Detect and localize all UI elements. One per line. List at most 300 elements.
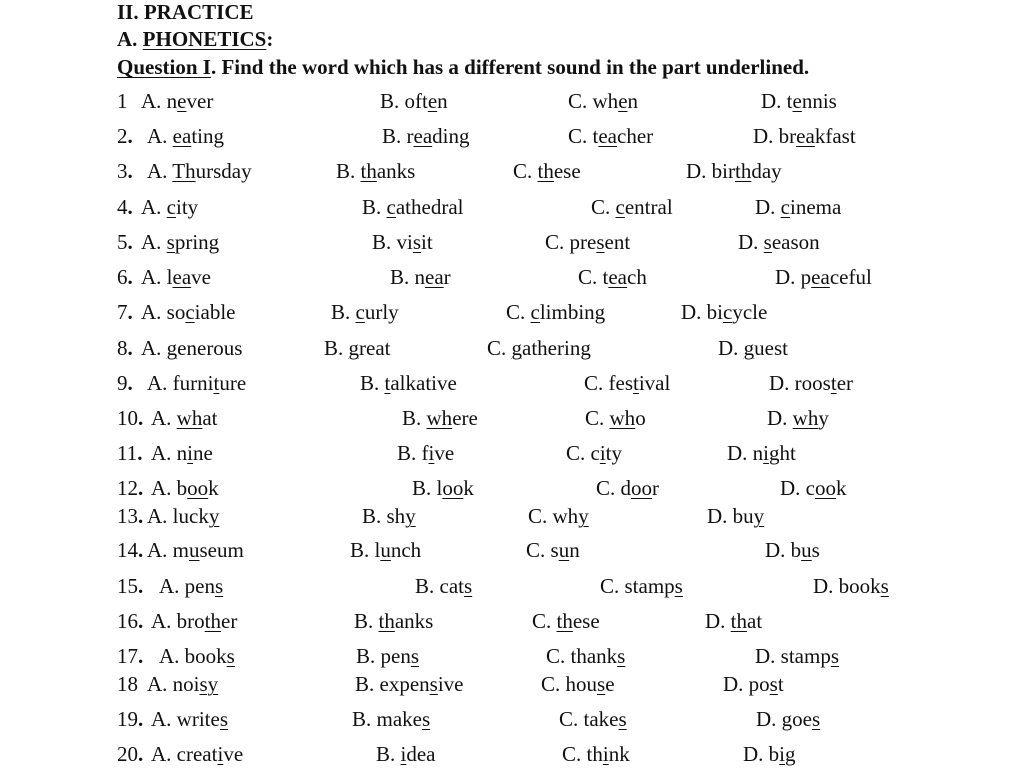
option-text-after: kfast: [814, 124, 856, 148]
underlined-part: e: [177, 89, 187, 113]
option-text-before: D. po: [723, 672, 770, 696]
option-text-before: A. pen: [159, 574, 215, 598]
option-text-before: D. n: [727, 441, 764, 465]
option-text-before: D. book: [813, 574, 881, 598]
option-text-after: ese: [553, 159, 581, 183]
underlined-part: s: [830, 644, 840, 668]
underlined-part: th: [204, 609, 222, 633]
option-text-after: ive: [437, 672, 464, 696]
question-item: [0, 300, 1024, 326]
underlined-part: wh: [792, 406, 819, 430]
underlined-part: oo: [187, 476, 209, 500]
item-number-dot: .: [127, 159, 133, 183]
option-text-before: B. expen: [355, 672, 430, 696]
option-b: [352, 707, 430, 732]
option-text-before: A. l: [141, 265, 173, 289]
option-d: [755, 195, 841, 220]
option-text-after: dea: [406, 742, 436, 766]
option-a: [151, 441, 213, 466]
option-text-before: A.: [141, 230, 167, 254]
underlined-part: s: [597, 672, 606, 696]
option-d: [756, 707, 820, 732]
underlined-part: s: [226, 644, 235, 668]
underlined-part: t: [384, 371, 391, 395]
option-c: [559, 707, 627, 732]
option-text-after: r: [652, 476, 660, 500]
item-number-value: 16: [117, 609, 138, 633]
option-text-before: D. bir: [686, 159, 735, 183]
item-number: [117, 441, 142, 466]
item-number-value: 20: [117, 742, 138, 766]
item-number-dot: .: [127, 265, 133, 289]
underlined-part: ea: [172, 124, 192, 148]
option-text-before: A. luck: [147, 504, 209, 528]
option-text-before: B.: [402, 406, 427, 430]
option-text-after: at: [747, 609, 763, 633]
option-b: [380, 89, 448, 114]
subsection-suffix: :: [266, 27, 274, 51]
item-number-value: 10: [117, 406, 138, 430]
option-text-after: ve: [434, 441, 455, 465]
item-number: [117, 504, 143, 529]
underlined-part: i: [217, 742, 224, 766]
underlined-part: t: [830, 371, 837, 395]
option-text-before: B. l: [350, 538, 381, 562]
underlined-part: e: [618, 89, 628, 113]
option-text-after: n: [437, 89, 448, 113]
underlined-part: s: [219, 707, 229, 731]
underlined-part: c: [355, 300, 365, 324]
item-number-value: 13: [117, 504, 138, 528]
item-number: [117, 371, 133, 396]
option-d: [738, 230, 820, 255]
underlined-part: i: [779, 742, 786, 766]
underlined-part: t: [213, 371, 220, 395]
underlined-part: c: [185, 300, 195, 324]
option-text-after: anks: [376, 159, 416, 183]
option-d: [718, 336, 788, 361]
item-number-dot: .: [137, 441, 143, 465]
option-text-before: C.: [506, 300, 531, 324]
item-number: [117, 742, 143, 767]
option-d: [705, 609, 762, 634]
question-item: [0, 89, 1024, 115]
underlined-part: sy: [199, 672, 219, 696]
question-item: [0, 538, 1024, 564]
question-item: [0, 230, 1024, 256]
underlined-part: ea: [413, 124, 433, 148]
underlined-part: oo: [815, 476, 836, 500]
underlined-part: th: [556, 609, 573, 633]
option-c: [506, 300, 605, 325]
option-b: [382, 124, 470, 149]
item-number: [117, 89, 128, 114]
item-number-value: 5: [117, 230, 128, 254]
underlined-part: s: [412, 230, 422, 254]
underlined-part: s: [617, 644, 626, 668]
option-text-before: A. book: [159, 644, 227, 668]
underlined-part: s: [812, 707, 821, 731]
option-b: [356, 644, 419, 669]
option-a: [151, 609, 237, 634]
option-text-after: ve: [191, 265, 211, 289]
option-text-before: C. thank: [546, 644, 618, 668]
underlined-part: u: [558, 538, 570, 562]
underlined-part: c: [615, 195, 625, 219]
option-d: [775, 265, 872, 290]
option-b: [372, 230, 433, 255]
item-number-value: 15: [117, 574, 138, 598]
option-text-after: alkative: [390, 371, 457, 395]
item-number-dot: .: [138, 476, 144, 500]
item-number-dot: .: [138, 574, 144, 598]
option-a: [151, 742, 243, 767]
item-number: [117, 538, 143, 563]
option-d: [681, 300, 767, 325]
underlined-part: ea: [608, 265, 627, 289]
option-text-before: B.: [360, 371, 385, 395]
item-number-value: 3: [117, 159, 128, 183]
option-text-before: D.: [755, 195, 781, 219]
option-text-before: A. bro: [151, 609, 205, 633]
question-item: [0, 124, 1024, 150]
underlined-part: wh: [426, 406, 453, 430]
option-text-after: k: [836, 476, 847, 500]
item-number-dot: .: [127, 230, 133, 254]
underlined-part: g: [511, 336, 523, 360]
option-text-before: B. n: [390, 265, 426, 289]
question-item: [0, 265, 1024, 291]
option-text-before: B.: [331, 300, 356, 324]
option-text-after: iable: [194, 300, 236, 324]
option-a: [141, 230, 219, 255]
option-text-after: ty: [605, 441, 623, 465]
option-text-after: limbing: [539, 300, 606, 324]
option-text-before: B. oft: [380, 89, 428, 113]
option-c: [585, 406, 646, 431]
option-b: [336, 159, 415, 184]
option-text-after: ne: [193, 441, 213, 465]
option-text-before: C. t: [568, 124, 599, 148]
option-d: [769, 371, 853, 396]
underlined-part: th: [360, 159, 377, 183]
item-number: [117, 672, 138, 697]
underlined-part: i: [763, 441, 770, 465]
option-b: [390, 265, 451, 290]
option-text-before: D.: [705, 609, 731, 633]
option-a: [151, 476, 219, 501]
option-text-before: A. so: [141, 300, 186, 324]
item-number-value: 9: [117, 371, 128, 395]
subsection-prefix: A.: [117, 27, 143, 51]
item-number-value: 18: [117, 672, 138, 696]
option-text-before: C. c: [566, 441, 600, 465]
option-d: [780, 476, 847, 501]
underlined-part: s: [763, 230, 772, 254]
underlined-part: u: [380, 538, 391, 562]
option-d: [707, 504, 764, 529]
question-label: Question I: [117, 55, 211, 79]
underlined-part: i: [187, 441, 194, 465]
underlined-part: th: [378, 609, 395, 633]
option-text-before: B. pen: [356, 644, 411, 668]
option-text-before: A. b: [151, 476, 188, 500]
option-text-after: ure: [219, 371, 247, 395]
option-a: [151, 406, 218, 431]
item-number: [117, 195, 133, 220]
option-d: [767, 406, 829, 431]
option-text-after: athedral: [395, 195, 464, 219]
option-a: [159, 644, 235, 669]
option-text-after: nnis: [801, 89, 837, 113]
underlined-part: i: [400, 742, 407, 766]
option-a: [147, 124, 224, 149]
underlined-part: c: [723, 300, 733, 324]
option-a: [141, 300, 235, 325]
question-item: [0, 504, 1024, 530]
underlined-part: Th: [172, 159, 196, 183]
option-text-before: D.: [738, 230, 764, 254]
underlined-part: e: [427, 89, 438, 113]
question-item: [0, 476, 1024, 502]
option-text-after: ival: [638, 371, 671, 395]
option-d: [753, 124, 856, 149]
item-number: [117, 124, 133, 149]
option-text-before: D. goe: [756, 707, 812, 731]
option-text-after: enerous: [177, 336, 243, 360]
option-a: [147, 504, 219, 529]
option-text-before: B.: [362, 195, 387, 219]
item-number: [117, 300, 133, 325]
question-item: [0, 336, 1024, 362]
option-text-after: nch: [390, 538, 422, 562]
underlined-part: e: [792, 89, 802, 113]
option-text-before: C. hou: [541, 672, 598, 696]
option-b: [350, 538, 421, 563]
option-text-after: ding: [432, 124, 470, 148]
item-number-value: 19: [117, 707, 138, 731]
option-d: [727, 441, 796, 466]
item-number-value: 17: [117, 644, 138, 668]
underlined-part: s: [769, 672, 778, 696]
question-item: [0, 672, 1024, 698]
option-text-before: C. pre: [545, 230, 597, 254]
option-text-before: B.: [354, 609, 379, 633]
underlined-part: oo: [631, 476, 653, 500]
option-text-before: C. s: [526, 538, 559, 562]
item-number: [117, 609, 143, 634]
underlined-part: th: [537, 159, 554, 183]
option-text-after: n: [627, 89, 639, 113]
option-c: [568, 89, 638, 114]
underlined-part: y: [405, 504, 416, 528]
option-text-after: r: [443, 265, 451, 289]
item-number-dot: .: [127, 124, 133, 148]
option-text-after: eason: [771, 230, 820, 254]
option-b: [415, 574, 472, 599]
option-text-before: D. t: [761, 89, 793, 113]
item-number-value: 8: [117, 336, 128, 360]
option-c: [526, 538, 580, 563]
option-text-after: inema: [790, 195, 842, 219]
option-text-after: anks: [394, 609, 434, 633]
option-text-after: ere: [452, 406, 478, 430]
underlined-part: s: [618, 707, 627, 731]
option-text-before: A. noi: [147, 672, 200, 696]
option-text-after: pring: [174, 230, 220, 254]
option-text-before: B. r: [382, 124, 414, 148]
option-c: [596, 476, 659, 501]
option-a: [141, 195, 198, 220]
item-number: [117, 406, 143, 431]
option-text-before: A.: [151, 406, 177, 430]
item-number-value: 4: [117, 195, 128, 219]
option-b: [397, 441, 454, 466]
question-text: . Find the word which has a different sound in the part underlined.: [210, 55, 810, 79]
option-text-after: n: [569, 538, 580, 562]
option-b: [402, 406, 478, 431]
option-text-after: ting: [191, 124, 224, 148]
question-item: [0, 742, 1024, 768]
question-instruction: [117, 55, 809, 80]
option-text-before: C. fes: [584, 371, 633, 395]
item-number: [117, 230, 133, 255]
option-text-after: ch: [627, 265, 647, 289]
option-b: [354, 609, 433, 634]
item-number-value: 6: [117, 265, 128, 289]
option-b: [362, 504, 416, 529]
option-a: [147, 538, 244, 563]
question-item: [0, 159, 1024, 185]
option-text-after: at: [202, 406, 218, 430]
option-text-after: k: [463, 476, 474, 500]
item-number-dot: .: [138, 504, 144, 528]
option-b: [331, 300, 399, 325]
item-number: [117, 159, 133, 184]
option-text-before: B.: [324, 336, 349, 360]
underlined-part: c: [530, 300, 540, 324]
item-number-dot: .: [138, 609, 144, 633]
item-number: [117, 476, 143, 501]
underlined-part: c: [386, 195, 396, 219]
question-item: [0, 574, 1024, 600]
item-number-value: 2: [117, 124, 128, 148]
option-text-after: s: [811, 538, 820, 562]
option-text-before: D. p: [775, 265, 812, 289]
option-a: [159, 574, 223, 599]
option-text-after: ese: [572, 609, 600, 633]
option-c: [541, 672, 615, 697]
underlined-part: s: [166, 230, 175, 254]
option-text-before: B. vi: [372, 230, 413, 254]
option-text-after: g: [785, 742, 796, 766]
option-text-after: ycle: [732, 300, 768, 324]
underlined-part: c: [780, 195, 790, 219]
option-text-before: B. sh: [362, 504, 406, 528]
option-text-before: B.: [376, 742, 401, 766]
option-a: [141, 89, 213, 114]
option-c: [566, 441, 622, 466]
option-text-after: t: [777, 672, 784, 696]
option-text-before: D. b: [743, 742, 780, 766]
option-text-before: D.: [767, 406, 793, 430]
underlined-part: i: [602, 742, 609, 766]
option-c: [568, 124, 653, 149]
item-number: [117, 265, 133, 290]
item-number-value: 11: [117, 441, 138, 465]
underlined-part: s: [429, 672, 438, 696]
underlined-part: s: [215, 574, 224, 598]
option-c: [584, 371, 670, 396]
option-a: [151, 707, 228, 732]
subsection-heading: [117, 27, 273, 52]
item-number-value: 12: [117, 476, 138, 500]
item-number: [117, 644, 143, 669]
item-number-value: 7: [117, 300, 128, 324]
underlined-part: ea: [796, 124, 815, 148]
subsection-title: PHONETICS: [142, 27, 267, 51]
underlined-part: s: [880, 574, 889, 598]
option-text-after: er: [221, 609, 238, 633]
option-text-before: B. cat: [415, 574, 464, 598]
question-item: [0, 707, 1024, 733]
option-text-before: A. furni: [147, 371, 214, 395]
option-c: [513, 159, 581, 184]
option-a: [147, 371, 246, 396]
underlined-part: oo: [442, 476, 464, 500]
item-number-dot: .: [127, 371, 133, 395]
option-text-after: urly: [364, 300, 399, 324]
option-d: [723, 672, 784, 697]
option-text-after: ght: [769, 441, 796, 465]
option-text-after: k: [208, 476, 219, 500]
underlined-part: g: [348, 336, 360, 360]
option-a: [147, 159, 252, 184]
underlined-part: th: [735, 159, 752, 183]
underlined-part: y: [753, 504, 765, 528]
option-text-after: entral: [624, 195, 673, 219]
option-text-before: A.: [147, 124, 173, 148]
underlined-part: g: [166, 336, 178, 360]
option-text-after: it: [421, 230, 433, 254]
underlined-part: s: [596, 230, 605, 254]
option-text-before: A.: [147, 159, 173, 183]
option-text-before: B.: [336, 159, 361, 183]
option-c: [487, 336, 591, 361]
underlined-part: s: [463, 574, 473, 598]
option-text-after: ent: [604, 230, 631, 254]
underlined-part: u: [189, 538, 200, 562]
option-text-before: C. t: [578, 265, 609, 289]
option-text-before: A. m: [147, 538, 189, 562]
option-d: [765, 538, 820, 563]
option-text-before: C.: [532, 609, 557, 633]
underlined-part: u: [801, 538, 812, 562]
item-number: [117, 336, 133, 361]
question-item: [0, 441, 1024, 467]
option-text-after: nk: [608, 742, 630, 766]
option-c: [600, 574, 683, 599]
option-text-after: uest: [754, 336, 788, 360]
option-text-before: C. take: [559, 707, 619, 731]
question-item: [0, 609, 1024, 635]
option-text-before: D. stamp: [755, 644, 831, 668]
option-text-before: D. bu: [707, 504, 754, 528]
option-b: [355, 672, 464, 697]
option-d: [813, 574, 889, 599]
option-text-before: D. c: [780, 476, 815, 500]
item-number-dot: .: [127, 195, 133, 219]
